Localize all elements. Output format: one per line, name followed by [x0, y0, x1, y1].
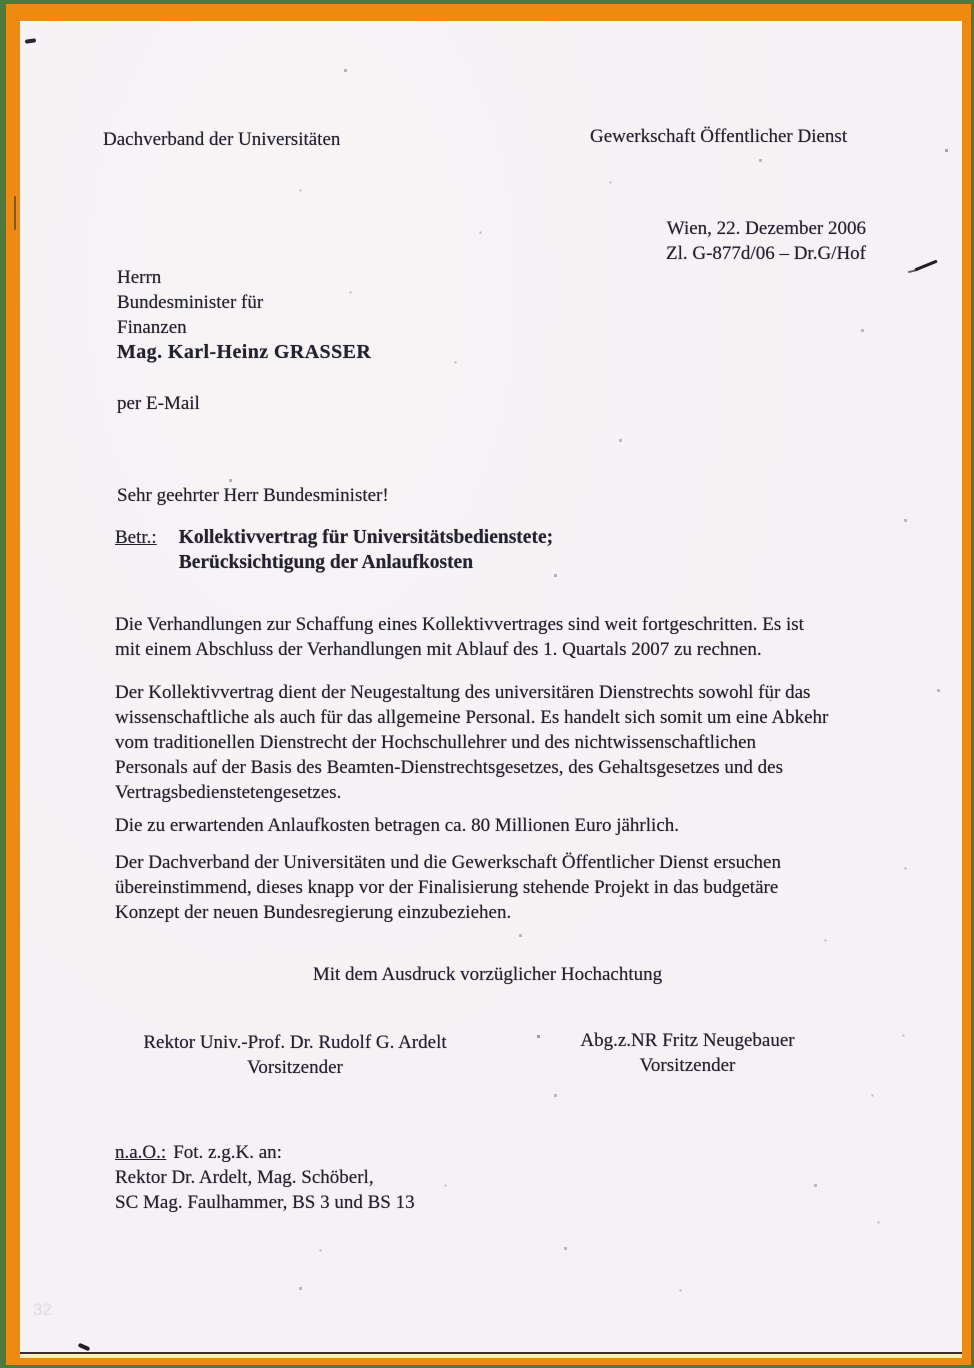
- paragraph-4: [115, 850, 870, 925]
- distribution-heading: [115, 1140, 415, 1165]
- paragraph-line: mit einem Abschluss der Verhandlungen mit Ablauf des 1. Quartals 2007 zu rechnen.: [115, 639, 762, 660]
- signature-block-right: [555, 1028, 820, 1078]
- reference-line: Zl. G-877d/06 – Dr.G/Hof: [665, 243, 866, 264]
- page-bottom-cream-strip: [20, 1354, 962, 1358]
- paragraph-line: Die zu erwartenden Anlaufkosten betragen ca. 80 Millionen Euro jährlich.: [115, 815, 679, 836]
- paragraph-line: Vertragsbedienstetengesetzes.: [115, 782, 342, 803]
- subject-lines: [179, 525, 553, 575]
- pen-stroke-artifact: [908, 255, 938, 275]
- distribution-label: n.a.O.:: [115, 1142, 167, 1163]
- delivery-method: per E-Mail: [117, 393, 200, 414]
- subject-line-1: Kollektivvertrag für Universitätsbedienstete;: [178, 527, 554, 548]
- signer-name: Rektor Univ.-Prof. Dr. Rudolf G. Ardelt: [143, 1032, 447, 1053]
- ghost-page-number: 32: [33, 1300, 52, 1319]
- scan-noise-specks: [0, 0, 1, 1]
- letter-page: [20, 21, 962, 1352]
- paragraph-line: Konzept der neuen Bundesregierung einzubeziehen.: [115, 902, 512, 923]
- date-line: Wien, 22. Dezember 2006: [666, 218, 866, 239]
- paragraph-line: Der Kollektivvertrag dient der Neugestaltung des universitären Dienstrechts sowohl für das: [115, 682, 811, 703]
- recipient-office-line2: Finanzen: [117, 317, 187, 338]
- subject-line-2: Berücksichtigung der Anlaufkosten: [178, 552, 474, 573]
- sender-org-right: Gewerkschaft Öffentlicher Dienst: [590, 126, 848, 147]
- recipient-name: Mag. Karl-Heinz GRASSER: [117, 341, 372, 363]
- recipient-office-line1: Bundesminister für: [117, 292, 264, 313]
- signer-title: Vorsitzender: [247, 1057, 343, 1078]
- distribution-line: Rektor Dr. Ardelt, Mag. Schöberl,: [115, 1167, 374, 1188]
- paragraph-line: Personals auf der Basis des Beamten-Dienstrechtsgesetzes, des Gehaltsgesetzes und des: [115, 757, 783, 778]
- paragraph-3: [115, 813, 870, 838]
- signer-title: Vorsitzender: [639, 1055, 736, 1076]
- paragraph-2: [115, 680, 870, 805]
- salutation: Sehr geehrter Herr Bundesminister!: [117, 485, 389, 506]
- distribution-text: Fot. z.g.K. an:: [173, 1142, 282, 1163]
- signature-block-left: [120, 1030, 470, 1080]
- paragraph-line: vom traditionellen Dienstrecht der Hochschullehrer und des nichtwissenschaftlichen: [115, 732, 757, 753]
- distribution-note: [115, 1140, 415, 1215]
- scan-artifact-mark: [14, 196, 16, 230]
- sender-org-left: Dachverband der Universitäten: [103, 129, 341, 150]
- subject-block: [115, 525, 553, 575]
- paragraph-line: Die Verhandlungen zur Schaffung eines Kollektivvertrages sind weit fortgeschritten. Es ist: [115, 614, 804, 635]
- paragraph-line: wissenschaftliche als auch für das allgemeine Personal. Es handelt sich somit um eine Abkehr: [115, 707, 829, 728]
- distribution-line: SC Mag. Faulhammer, BS 3 und BS 13: [115, 1192, 415, 1213]
- paragraph-line: Der Dachverband der Universitäten und die Gewerkschaft Öffentlicher Dienst ersuchen: [115, 852, 781, 873]
- closing-formula: Mit dem Ausdruck vorzüglicher Hochachtung: [312, 964, 663, 985]
- recipient-salutation-word: Herrn: [117, 267, 162, 288]
- paragraph-line: übereinstimmend, dieses knapp vor der Finalisierung stehende Projekt in das budgetäre: [115, 877, 779, 898]
- recipient-block: [117, 265, 371, 416]
- signer-name: Abg.z.NR Fritz Neugebauer: [580, 1030, 795, 1051]
- paragraph-1: [115, 612, 870, 662]
- subject-label: Betr.:: [115, 527, 157, 548]
- date-reference-block: [666, 216, 866, 266]
